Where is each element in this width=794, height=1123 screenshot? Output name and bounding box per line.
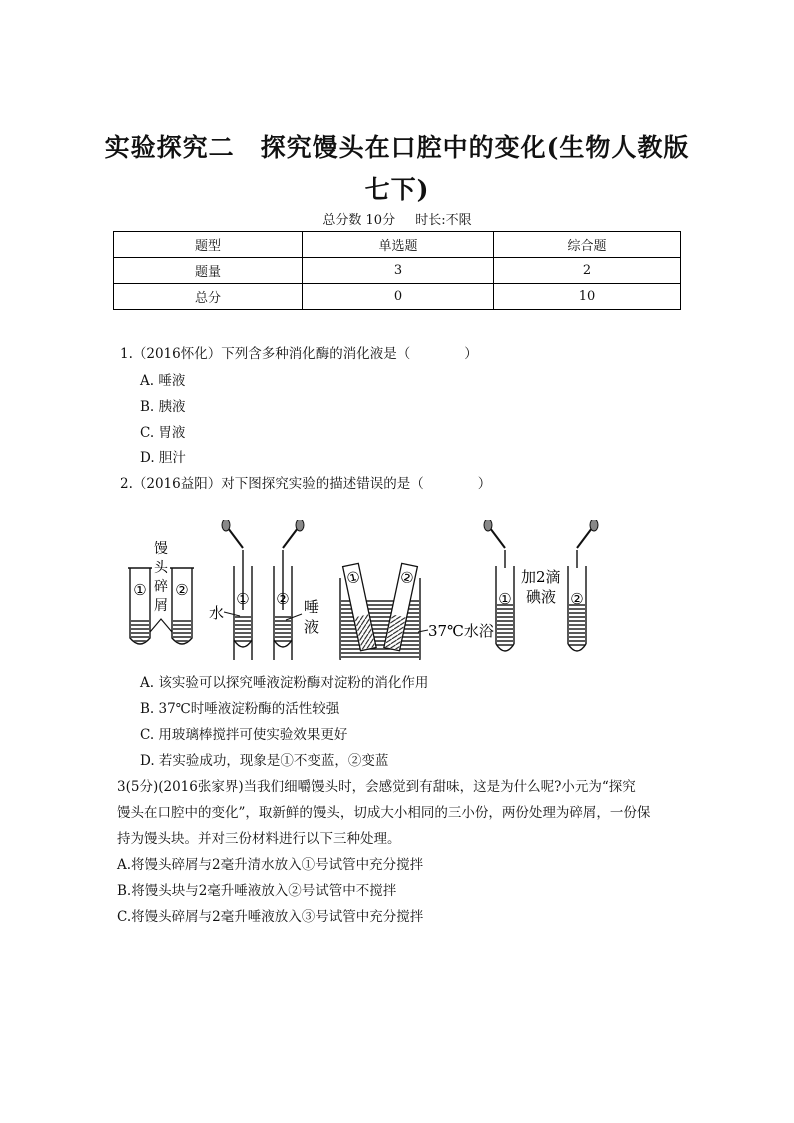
- label-ye: 液: [304, 618, 320, 636]
- label-tou: 头: [154, 560, 168, 576]
- page-title: 实验探究二 探究馒头在口腔中的变化(生物人教版: [104, 133, 690, 162]
- table-header-cell: 综合题: [494, 232, 681, 258]
- table-cell: 2: [494, 258, 681, 284]
- table-cell: 10: [494, 284, 681, 310]
- question-3-line: C.将馒头碎屑与2毫升唾液放入③号试管中充分搅拌: [117, 909, 424, 925]
- question-2-option: C. 用玻璃棒搅拌可使实验效果更好: [140, 727, 348, 743]
- tube-pair-iodine: [484, 520, 598, 651]
- tube-label-1d: ①: [498, 590, 512, 608]
- question-1-option: D. 胆汁: [140, 450, 186, 466]
- duration: 时长:不限: [415, 213, 472, 228]
- question-1-option: C. 胃液: [140, 425, 186, 441]
- question-1-option: A. 唾液: [140, 373, 186, 389]
- table-cell: 0: [303, 284, 494, 310]
- label-iodine-1: 加2滴: [521, 568, 561, 586]
- table-header-cell: 题型: [114, 232, 303, 258]
- experiment-figure: [128, 520, 608, 660]
- label-mantou: 馒: [154, 541, 168, 557]
- tube-pair-crumbs: [128, 541, 194, 644]
- tube-label-2c: ②: [398, 567, 416, 588]
- tube-label-2d: ②: [570, 590, 584, 608]
- score-table: [113, 231, 681, 310]
- tube-pair-stir: [209, 520, 319, 660]
- label-bath: 37℃水浴: [428, 622, 494, 640]
- label-tuo: 唾: [304, 598, 320, 616]
- question-2-stem: 2.（2016益阳）对下图探究实验的描述错误的是（ ）: [120, 476, 492, 492]
- question-2-option: A. 该实验可以探究唾液淀粉酶对淀粉的消化作用: [140, 675, 429, 691]
- total-score: 总分数 10分: [322, 213, 396, 228]
- table-header-cell: 单选题: [303, 232, 494, 258]
- tube-label-2b: ②: [276, 590, 290, 608]
- question-3-line: 馒头在口腔中的变化”，取新鲜的馒头，切成大小相同的三小份，两份处理为碎屑，一份保: [117, 805, 651, 821]
- question-2-option: B. 37℃时唾液淀粉酶的活性较强: [140, 701, 340, 717]
- label-xie: 屑: [154, 598, 168, 614]
- label-sui: 碎: [154, 579, 168, 595]
- table-header-row: [114, 232, 681, 258]
- label-water: 水: [209, 604, 225, 622]
- exam-meta: [0, 209, 794, 228]
- page-title-cont: 七下): [364, 175, 430, 204]
- question-1-option: B. 胰液: [140, 399, 186, 415]
- question-2-option: D. 若实验成功，现象是①不变蓝，②变蓝: [140, 753, 389, 769]
- question-3-line: 持为馒头块。并对三份材料进行以下三种处理。: [117, 831, 401, 847]
- tube-label-2: ②: [175, 581, 189, 599]
- tube-label-1c: ①: [344, 567, 362, 588]
- label-iodine-2: 碘液: [526, 588, 557, 606]
- table-cell: 题量: [114, 258, 303, 284]
- tube-label-1b: ①: [236, 590, 250, 608]
- table-row: [114, 258, 681, 284]
- water-bath: [340, 563, 494, 660]
- question-3-line: B.将馒头块与2毫升唾液放入②号试管中不搅拌: [117, 883, 397, 899]
- tube-label-1: ①: [133, 581, 147, 599]
- question-3-line: 3(5分)(2016张家界)当我们细嚼馒头时，会感觉到有甜味，这是为什么呢?小元为“探究: [117, 779, 636, 795]
- question-1-stem: 1.（2016怀化）下列含多种消化酶的消化液是（ ）: [120, 346, 478, 362]
- table-row: [114, 284, 681, 310]
- question-3-line: A.将馒头碎屑与2毫升清水放入①号试管中充分搅拌: [117, 857, 424, 873]
- table-cell: 总分: [114, 284, 303, 310]
- table-cell: 3: [303, 258, 494, 284]
